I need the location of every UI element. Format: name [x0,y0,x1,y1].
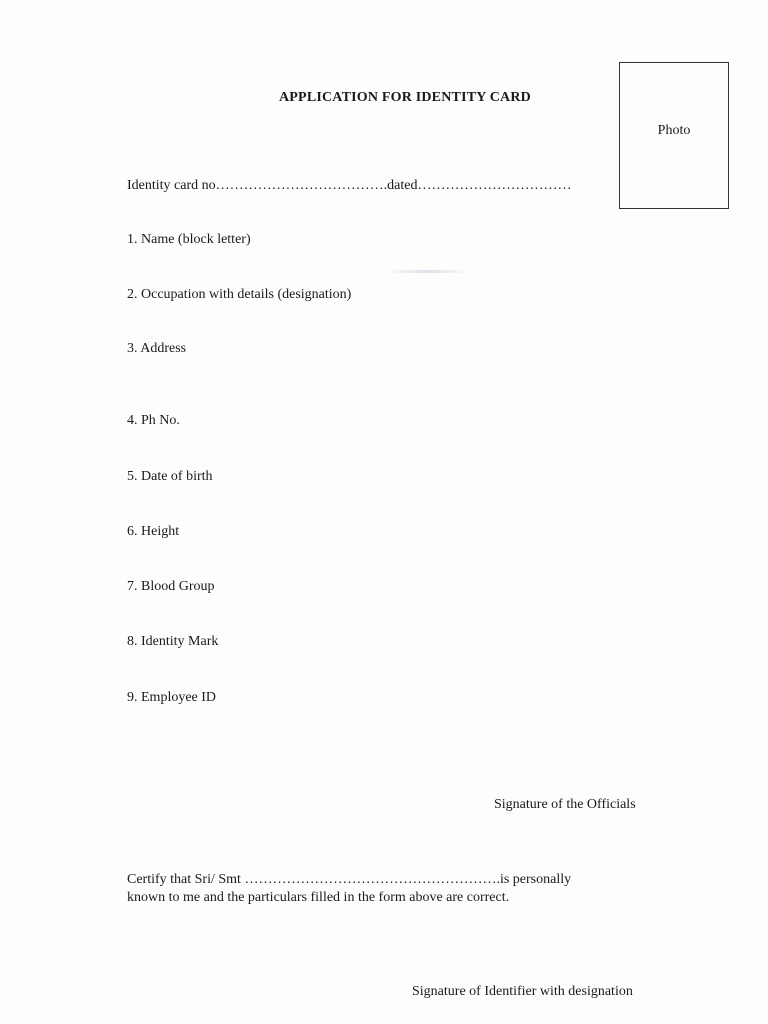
field-blood-group: 7. Blood Group [127,579,215,594]
form-title: APPLICATION FOR IDENTITY CARD [279,90,531,105]
field-identity-mark: 8. Identity Mark [127,634,219,649]
field-height: 6. Height [127,524,180,539]
officials-signature-label: Signature of the Officials [494,797,636,812]
field-date-of-birth: 5. Date of birth [127,469,213,484]
photo-label: Photo [657,123,691,138]
field-employee-id: 9. Employee ID [127,690,217,705]
field-name: 1. Name (block letter) [127,232,251,247]
scan-smudge [385,270,470,273]
field-phone-number: 4. Ph No. [127,413,180,428]
identity-card-number-line: Identity card no……………………………….dated…………………………… [127,178,572,193]
field-address: 3. Address [127,341,187,356]
certify-line-1: Certify that Sri/ Smt ……………………………………………….is personally [127,872,572,887]
photo-box [619,62,729,209]
identifier-signature-label: Signature of Identifier with designation [412,984,633,999]
field-occupation: 2. Occupation with details (designation) [127,287,352,302]
certify-line-2: known to me and the particulars filled in the form above are correct. [127,890,510,905]
